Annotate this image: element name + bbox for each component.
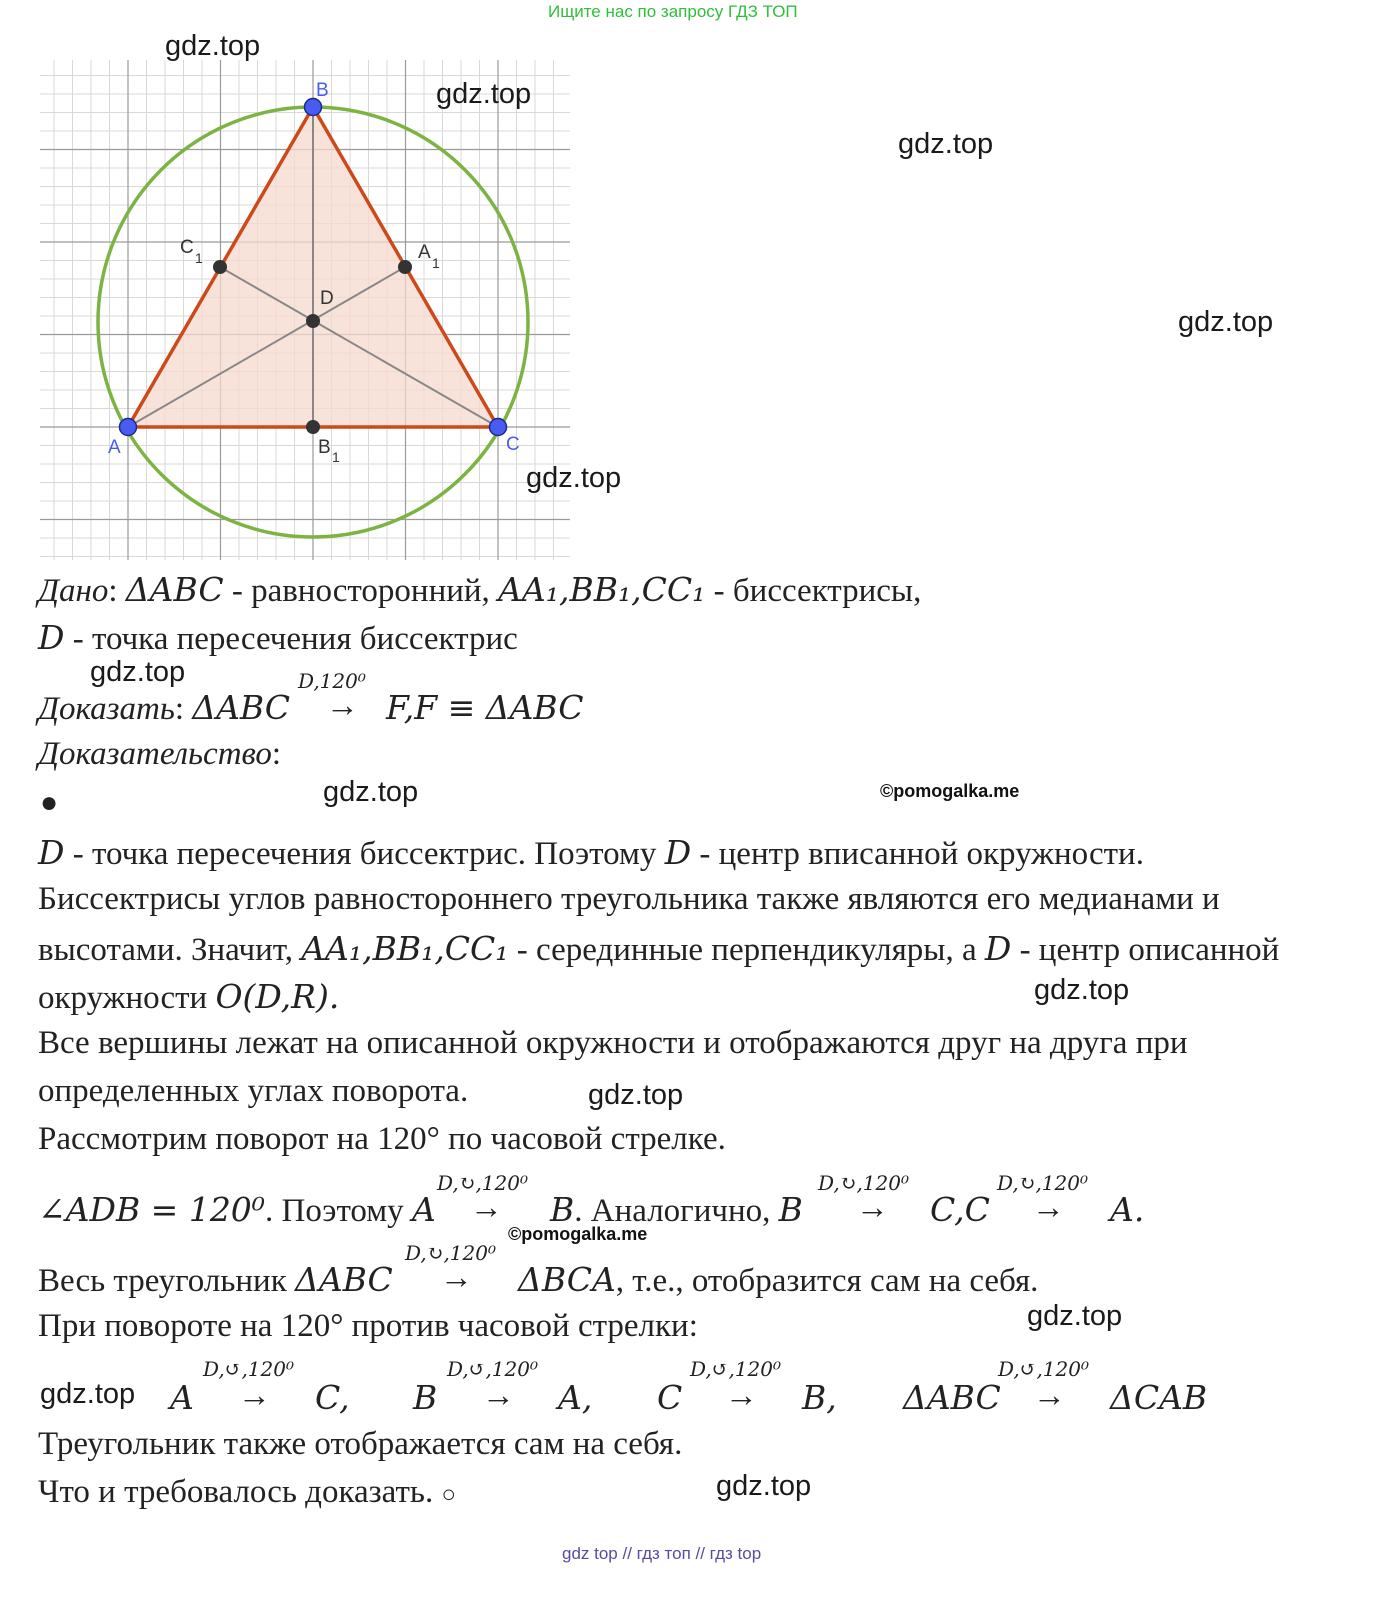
- rotation-line-1: ∠ADB = 120⁰. Поэтому A: [38, 1190, 436, 1229]
- rotation-label: D,↻,120⁰: [405, 1241, 496, 1265]
- label-a1: A: [418, 242, 431, 263]
- rotation-arrow: →: [470, 1190, 503, 1226]
- watermark: gdz.top: [323, 776, 419, 808]
- prove-rotation-label: D,120⁰: [298, 669, 366, 693]
- rotation-text: B. Аналогично, B: [550, 1190, 803, 1229]
- label-b1: B: [318, 437, 331, 458]
- rotation-text: ΔCAB: [1110, 1378, 1208, 1417]
- watermark: gdz.top: [436, 78, 532, 110]
- rotation-label: D,↺,120⁰: [690, 1357, 781, 1381]
- rotation-arrow: →: [725, 1378, 758, 1414]
- rotation-label: D,↻,120⁰: [997, 1171, 1088, 1195]
- vertex-c: [490, 419, 507, 436]
- proof-line-3: высотами. Значит, AA₁,BB₁,CC₁ - серединные перпендикуляры, а D - центр описанной: [38, 929, 1280, 968]
- label-a: A: [108, 437, 121, 458]
- rotation-arrow: →: [1032, 1190, 1065, 1226]
- vertex-b: [305, 99, 322, 116]
- rotation-label: D,↻,120⁰: [818, 1171, 909, 1195]
- proof-line-2: Биссектрисы углов равностороннего треугольника также являются его медианами и: [38, 881, 1220, 917]
- rotation-label: D,↺,120⁰: [998, 1357, 1089, 1381]
- watermark: gdz.top: [1178, 306, 1274, 338]
- label-b: B: [316, 80, 329, 101]
- label-c1-sub: 1: [195, 250, 203, 266]
- watermark: gdz.top: [40, 1378, 136, 1410]
- rotation-text: C,: [315, 1378, 350, 1417]
- rotation-text: A.: [1110, 1190, 1145, 1229]
- watermark: gdz.top: [90, 656, 186, 688]
- rotation-label: D,↻,120⁰: [437, 1171, 528, 1195]
- rotation-text: ΔABC: [903, 1378, 1001, 1417]
- watermark: gdz.top: [526, 462, 622, 494]
- label-a1-sub: 1: [432, 255, 440, 271]
- proof-line-1: D - точка пересечения биссектрис. Поэтому D - центр вписанной окружности.: [38, 833, 1144, 872]
- rotation-text: A: [170, 1378, 194, 1417]
- label-c: C: [506, 434, 520, 455]
- point-a1: [398, 260, 412, 274]
- proof-heading: Доказательство:: [38, 736, 282, 772]
- prove-arrow: →: [326, 688, 359, 724]
- search-banner: Ищите нас по запросу ГДЗ ТОП: [548, 2, 798, 21]
- proof-line-10: Что и требовалось доказать. ○: [38, 1474, 456, 1510]
- rotation-text: ΔBCA, т.е., отобразится сам на себя.: [518, 1260, 1039, 1299]
- point-d: [306, 314, 320, 328]
- proof-line-9: Треугольник также отображается сам на себя.: [38, 1426, 683, 1462]
- rotation-label: D,↺,120⁰: [203, 1357, 294, 1381]
- proof-line-6: определенных углах поворота.: [38, 1073, 469, 1109]
- point-b1: [306, 420, 320, 434]
- vertex-a: [120, 419, 137, 436]
- rotation-arrow: →: [1033, 1378, 1066, 1414]
- given-line-1: Дано: ΔABC - равносторонний, AA₁,BB₁,CC₁ - биссектрисы,: [38, 570, 922, 609]
- rotation-arrow: →: [238, 1378, 271, 1414]
- watermark: gdz.top: [1027, 1300, 1123, 1332]
- point-c1: [213, 260, 227, 274]
- label-b1-sub: 1: [332, 449, 340, 465]
- prove-line: Доказать: ΔABC: [38, 688, 291, 727]
- copyright: ©pomogalka.me: [880, 781, 1020, 801]
- proof-line-8: При повороте на 120° против часовой стрелки:: [38, 1308, 698, 1344]
- watermark: gdz.top: [588, 1079, 684, 1111]
- label-c1: C: [180, 237, 194, 258]
- footer-links: gdz top // гдз топ // гдз top: [562, 1544, 762, 1563]
- rotation-line-2: Весь треугольник ΔABC: [38, 1260, 393, 1299]
- bullet: ●: [40, 786, 59, 819]
- copyright: ©pomogalka.me: [508, 1224, 648, 1244]
- rotation-arrow: →: [440, 1260, 473, 1296]
- label-d: D: [320, 288, 334, 309]
- watermark: gdz.top: [898, 128, 994, 160]
- watermark: gdz.top: [165, 30, 261, 62]
- geometry-figure: [40, 60, 575, 565]
- rotation-label: D,↺,120⁰: [447, 1357, 538, 1381]
- rotation-text: A,: [558, 1378, 593, 1417]
- rotation-arrow: →: [482, 1378, 515, 1414]
- proof-line-7: Рассмотрим поворот на 120° по часовой стрелке.: [38, 1121, 726, 1157]
- rotation-text: C,C: [930, 1190, 990, 1229]
- proof-line-4: окружности O(D,R).: [38, 977, 340, 1016]
- rotation-text: B: [413, 1378, 438, 1417]
- watermark: gdz.top: [716, 1470, 812, 1502]
- rotation-text: B,: [802, 1378, 837, 1417]
- rotation-text: C: [657, 1378, 683, 1417]
- rotation-arrow: →: [856, 1190, 889, 1226]
- proof-line-5: Все вершины лежат на описанной окружности и отображаются друг на друга при: [38, 1025, 1188, 1061]
- watermark: gdz.top: [1034, 974, 1130, 1006]
- given-line-2: D - точка пересечения биссектрис: [38, 618, 518, 657]
- prove-result: F,F ≡ ΔABC: [386, 688, 584, 727]
